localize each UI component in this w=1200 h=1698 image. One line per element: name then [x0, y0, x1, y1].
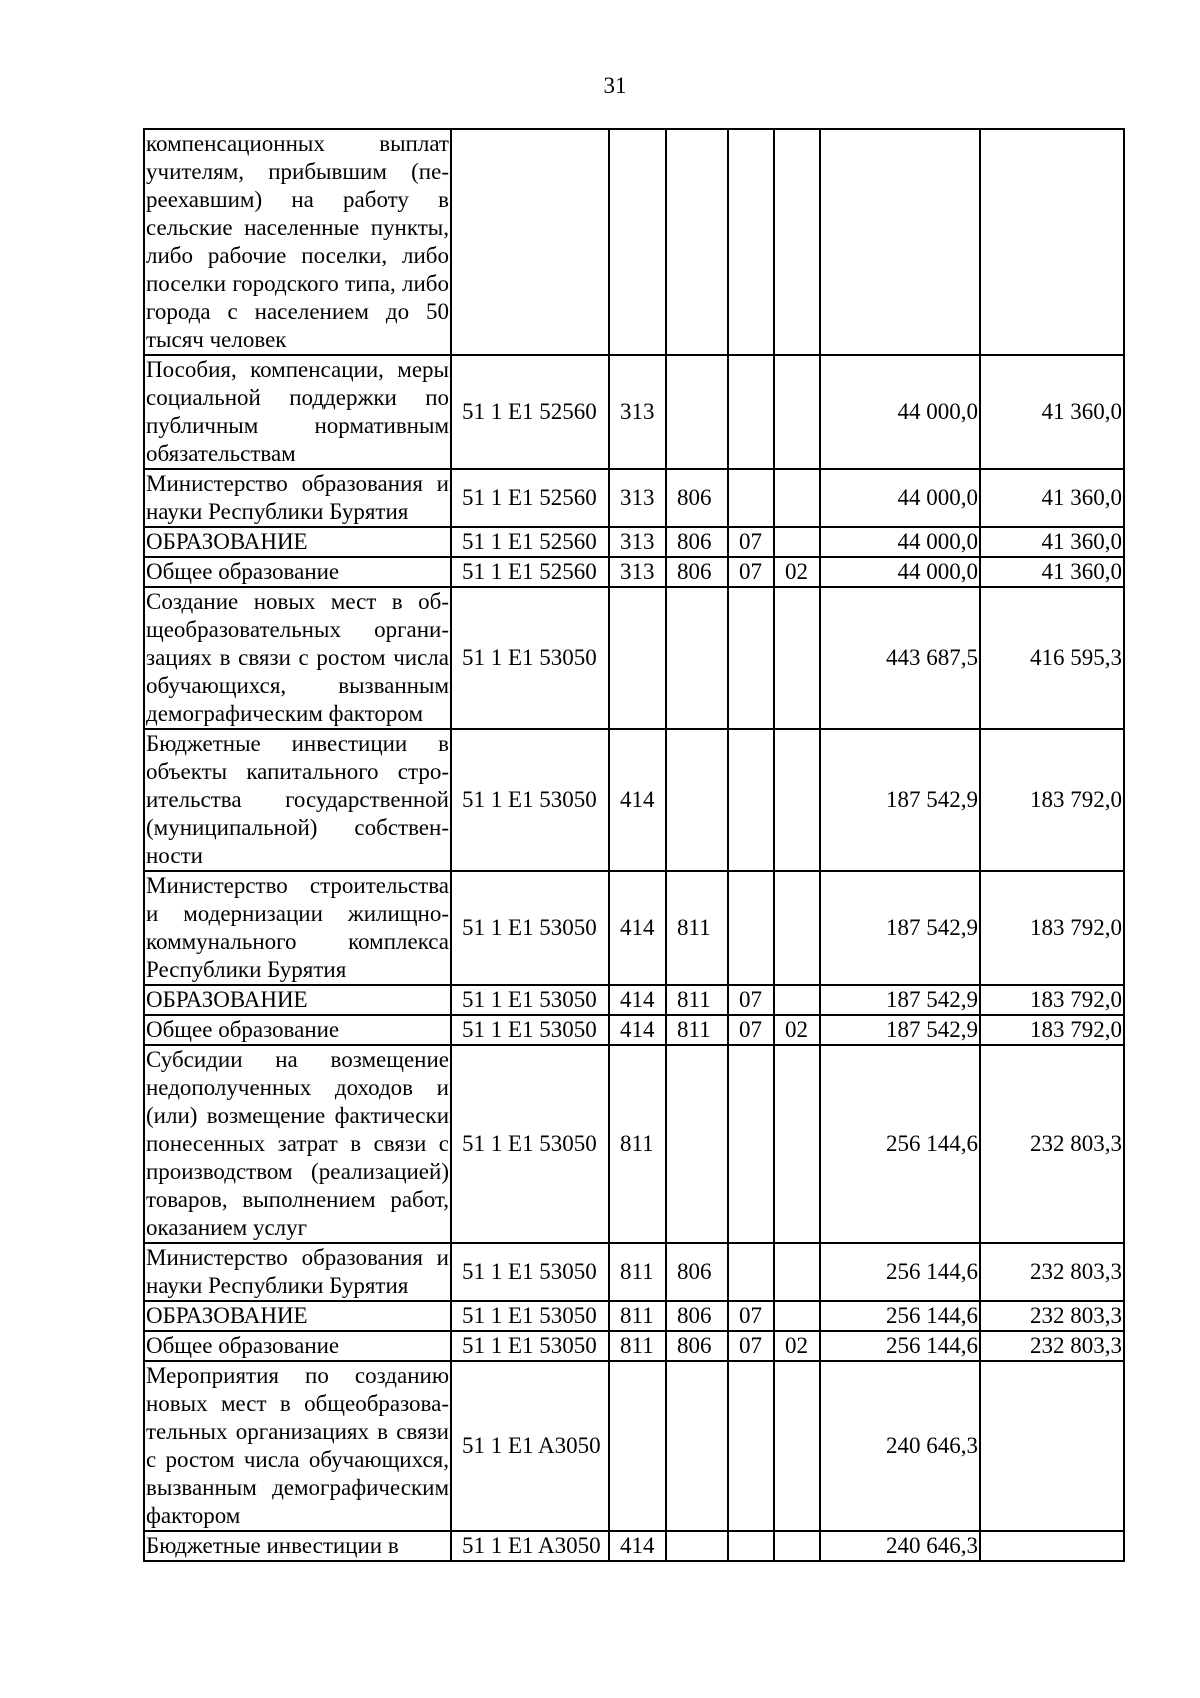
subsection-code-cell: [774, 1243, 820, 1301]
subsection-code-cell: [774, 355, 820, 469]
amount-second-year-cell: 183 792,0: [980, 871, 1124, 985]
table-row: [144, 1045, 1124, 1243]
subsection-code-cell: [774, 587, 820, 729]
amount-second-year-cell: [980, 1531, 1124, 1561]
item-name-cell: Общее образование: [144, 1015, 451, 1045]
administrator-code-cell: 806: [666, 557, 728, 587]
item-name-cell: Субсидии на возмещение недополученных доходов и (или) возмещение фактически понесенных затрат в связи с производством (реализацией) товаров, выполнением работ, оказанием услуг: [144, 1045, 451, 1243]
expense-type-code-cell: 414: [609, 871, 666, 985]
administrator-code-cell: 811: [666, 1015, 728, 1045]
section-code-cell: 07: [728, 1331, 774, 1361]
section-code-cell: [728, 469, 774, 527]
amount-first-year-cell: 256 144,6: [820, 1301, 980, 1331]
amount-first-year-cell: 256 144,6: [820, 1045, 980, 1243]
expense-type-code-cell: 414: [609, 1015, 666, 1045]
subsection-code-cell: 02: [774, 557, 820, 587]
amount-first-year-cell: 256 144,6: [820, 1243, 980, 1301]
expense-type-code-cell: 811: [609, 1045, 666, 1243]
item-name-cell: Бюджетные инвестиции в: [144, 1531, 451, 1561]
subsection-code-cell: [774, 1361, 820, 1531]
target-article-code-cell: 51 1 E1 52560: [451, 557, 609, 587]
expense-type-code-cell: 414: [609, 729, 666, 871]
subsection-code-cell: [774, 985, 820, 1015]
section-code-cell: [728, 1045, 774, 1243]
administrator-code-cell: 811: [666, 871, 728, 985]
expense-type-code-cell: 811: [609, 1301, 666, 1331]
administrator-code-cell: [666, 1045, 728, 1243]
target-article-code-cell: 51 1 E1 53050: [451, 587, 609, 729]
table-row: [144, 129, 1124, 355]
amount-first-year-cell: 240 646,3: [820, 1361, 980, 1531]
section-code-cell: [728, 355, 774, 469]
amount-first-year-cell: 256 144,6: [820, 1331, 980, 1361]
subsection-code-cell: [774, 1531, 820, 1561]
section-code-cell: 07: [728, 985, 774, 1015]
administrator-code-cell: [666, 1531, 728, 1561]
target-article-code-cell: 51 1 E1 53050: [451, 1243, 609, 1301]
amount-second-year-cell: 232 803,3: [980, 1301, 1124, 1331]
item-name-cell: компенсационных выплат учителям, прибывшим (переехавшим) на работу в сельские населенные пункты, либо рабочие поселки, либо поселки городского типа, либо города с населением до 50 тысяч человек: [144, 129, 451, 355]
table-row: [144, 729, 1124, 871]
amount-first-year-cell: 44 000,0: [820, 469, 980, 527]
amount-first-year-cell: 44 000,0: [820, 557, 980, 587]
amount-first-year-cell: 187 542,9: [820, 1015, 980, 1045]
target-article-code-cell: 51 1 E1 A3050: [451, 1361, 609, 1531]
section-code-cell: [728, 587, 774, 729]
expense-type-code-cell: 811: [609, 1243, 666, 1301]
target-article-code-cell: 51 1 E1 52560: [451, 355, 609, 469]
section-code-cell: 07: [728, 1015, 774, 1045]
target-article-code-cell: 51 1 E1 52560: [451, 527, 609, 557]
expense-type-code-cell: 313: [609, 355, 666, 469]
subsection-code-cell: 02: [774, 1331, 820, 1361]
item-name-cell: Пособия, компенсации, меры социальной поддержки по публичным нормативным обязательствам: [144, 355, 451, 469]
amount-second-year-cell: [980, 1361, 1124, 1531]
amount-second-year-cell: 232 803,3: [980, 1243, 1124, 1301]
amount-first-year-cell: 187 542,9: [820, 985, 980, 1015]
table-row: [144, 469, 1124, 527]
amount-second-year-cell: 232 803,3: [980, 1331, 1124, 1361]
subsection-code-cell: [774, 527, 820, 557]
amount-second-year-cell: 41 360,0: [980, 355, 1124, 469]
expense-type-code-cell: 313: [609, 557, 666, 587]
target-article-code-cell: 51 1 E1 53050: [451, 729, 609, 871]
subsection-code-cell: [774, 729, 820, 871]
section-code-cell: [728, 129, 774, 355]
item-name-cell: Бюджетные инвестиции в объекты капитального строительства государственной (муниципальной) собственности: [144, 729, 451, 871]
administrator-code-cell: 806: [666, 527, 728, 557]
administrator-code-cell: 811: [666, 985, 728, 1015]
budget-table: [143, 128, 1125, 1562]
administrator-code-cell: [666, 355, 728, 469]
item-name-cell: ОБРАЗОВАНИЕ: [144, 985, 451, 1015]
expense-type-code-cell: 414: [609, 985, 666, 1015]
expense-type-code-cell: [609, 587, 666, 729]
item-name-cell: ОБРАЗОВАНИЕ: [144, 1301, 451, 1331]
expense-type-code-cell: [609, 129, 666, 355]
item-name-cell: Министерство строительства и модернизации жилищно-коммунального комплекса Республики Бурятия: [144, 871, 451, 985]
target-article-code-cell: 51 1 E1 53050: [451, 1015, 609, 1045]
target-article-code-cell: [451, 129, 609, 355]
subsection-code-cell: [774, 129, 820, 355]
table-row: [144, 871, 1124, 985]
amount-second-year-cell: 232 803,3: [980, 1045, 1124, 1243]
section-code-cell: 07: [728, 1301, 774, 1331]
page-number: 31: [603, 73, 627, 98]
administrator-code-cell: 806: [666, 1301, 728, 1331]
subsection-code-cell: [774, 871, 820, 985]
amount-second-year-cell: 41 360,0: [980, 469, 1124, 527]
subsection-code-cell: [774, 1045, 820, 1243]
target-article-code-cell: 51 1 E1 53050: [451, 1301, 609, 1331]
item-name-cell: Министерство образования и науки Республики Бурятия: [144, 1243, 451, 1301]
table-row: [144, 527, 1124, 557]
amount-second-year-cell: [980, 129, 1124, 355]
target-article-code-cell: 51 1 E1 53050: [451, 1045, 609, 1243]
administrator-code-cell: [666, 587, 728, 729]
amount-second-year-cell: 183 792,0: [980, 1015, 1124, 1045]
section-code-cell: [728, 1531, 774, 1561]
subsection-code-cell: [774, 469, 820, 527]
item-name-cell: ОБРАЗОВАНИЕ: [144, 527, 451, 557]
amount-first-year-cell: 44 000,0: [820, 527, 980, 557]
amount-first-year-cell: 187 542,9: [820, 729, 980, 871]
amount-first-year-cell: 187 542,9: [820, 871, 980, 985]
expense-type-code-cell: 313: [609, 469, 666, 527]
amount-second-year-cell: 41 360,0: [980, 527, 1124, 557]
expense-type-code-cell: 414: [609, 1531, 666, 1561]
item-name-cell: Создание новых мест в общеобразовательных организациях в связи с ростом числа обучающихся, вызванным демографическим фактором: [144, 587, 451, 729]
expense-type-code-cell: [609, 1361, 666, 1531]
administrator-code-cell: 806: [666, 1331, 728, 1361]
target-article-code-cell: 51 1 E1 A3050: [451, 1531, 609, 1561]
table-row: [144, 587, 1124, 729]
section-code-cell: [728, 729, 774, 871]
subsection-code-cell: [774, 1301, 820, 1331]
amount-second-year-cell: 41 360,0: [980, 557, 1124, 587]
section-code-cell: [728, 1243, 774, 1301]
item-name-cell: Министерство образования и науки Республики Бурятия: [144, 469, 451, 527]
amount-first-year-cell: [820, 129, 980, 355]
table-body: [144, 129, 1124, 1561]
table-row: [144, 1361, 1124, 1531]
amount-first-year-cell: 44 000,0: [820, 355, 980, 469]
section-code-cell: [728, 1361, 774, 1531]
table-row: [144, 355, 1124, 469]
amount-first-year-cell: 240 646,3: [820, 1531, 980, 1561]
target-article-code-cell: 51 1 E1 53050: [451, 985, 609, 1015]
target-article-code-cell: 51 1 E1 52560: [451, 469, 609, 527]
table-row: [144, 1531, 1124, 1561]
expense-type-code-cell: 811: [609, 1331, 666, 1361]
administrator-code-cell: [666, 129, 728, 355]
table-row: [144, 1015, 1124, 1045]
administrator-code-cell: 806: [666, 1243, 728, 1301]
table-row: [144, 1331, 1124, 1361]
item-name-cell: Общее образование: [144, 557, 451, 587]
amount-second-year-cell: 183 792,0: [980, 985, 1124, 1015]
administrator-code-cell: [666, 729, 728, 871]
table-row: [144, 557, 1124, 587]
section-code-cell: [728, 871, 774, 985]
section-code-cell: 07: [728, 527, 774, 557]
item-name-cell: Мероприятия по созданию новых мест в общеобразовательных организациях в связи с ростом числа обучающихся, вызванным демографическим фактором: [144, 1361, 451, 1531]
target-article-code-cell: 51 1 E1 53050: [451, 871, 609, 985]
amount-second-year-cell: 416 595,3: [980, 587, 1124, 729]
table-row: [144, 985, 1124, 1015]
amount-first-year-cell: 443 687,5: [820, 587, 980, 729]
item-name-cell: Общее образование: [144, 1331, 451, 1361]
table-row: [144, 1301, 1124, 1331]
target-article-code-cell: 51 1 E1 53050: [451, 1331, 609, 1361]
table-row: [144, 1243, 1124, 1301]
subsection-code-cell: 02: [774, 1015, 820, 1045]
amount-second-year-cell: 183 792,0: [980, 729, 1124, 871]
administrator-code-cell: [666, 1361, 728, 1531]
section-code-cell: 07: [728, 557, 774, 587]
administrator-code-cell: 806: [666, 469, 728, 527]
expense-type-code-cell: 313: [609, 527, 666, 557]
